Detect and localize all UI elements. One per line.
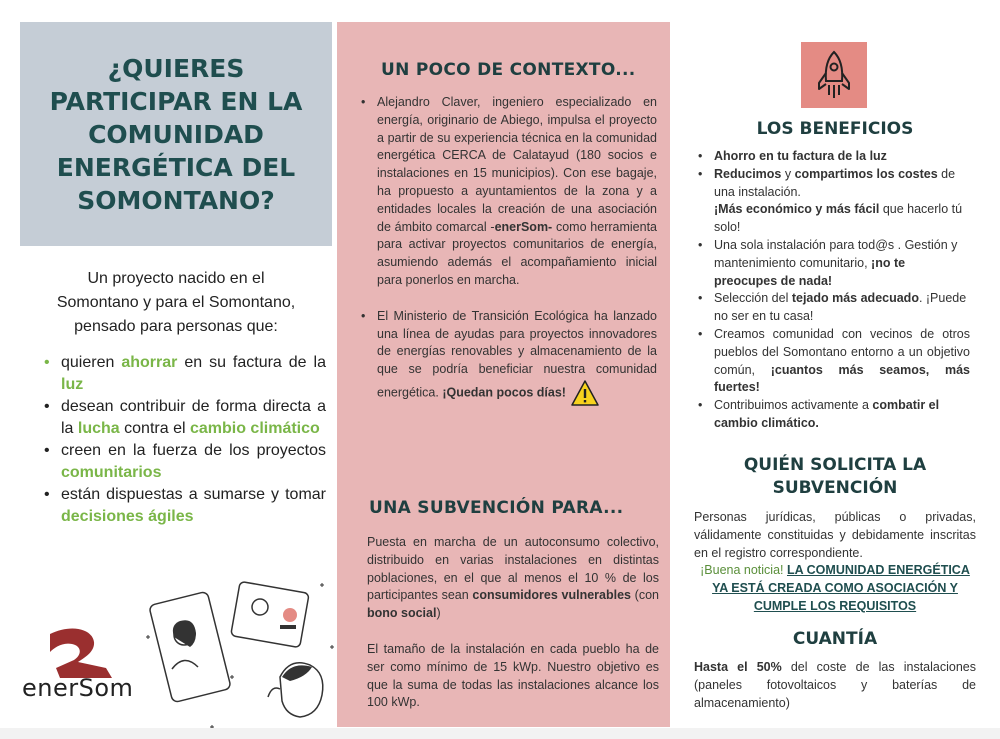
list-item <box>44 440 326 484</box>
context-text: como herramienta para activar proyectos comunitarios de energía, asumiendo además el acompañamiento inicial para ponerlos en marcha. <box>377 219 657 287</box>
intro-line-1: Un proyecto nacido en el <box>87 270 265 287</box>
highlight-text: luz <box>61 376 84 393</box>
highlight-text: comunitarios <box>61 464 162 481</box>
bullet-text: están dispuestas a sumarse y tomar <box>61 486 326 503</box>
list-item <box>698 290 970 326</box>
heading-beneficios: LOS BENEFICIOS <box>756 119 914 139</box>
beneficio-bold: Reducimos <box>714 166 782 181</box>
list-item <box>44 396 326 440</box>
intro-line-2: Somontano y para el Somontano, <box>56 294 296 311</box>
beneficio-text: Contribuimos activamente a <box>714 398 873 413</box>
intro-line-3: pensado para personas que: <box>74 318 278 335</box>
bullet-dot-icon: • <box>361 95 366 109</box>
heading-context: UN POCO DE CONTEXTO... <box>381 60 636 80</box>
highlight-text: ahorrar <box>121 354 178 371</box>
bullet-text: quieren <box>61 354 122 371</box>
context-bold: enerSom- <box>494 219 553 234</box>
list-item <box>359 94 657 290</box>
heading-cuantia: CUANTÍA <box>792 629 878 649</box>
bullet-dot-icon: • <box>698 398 703 413</box>
bullet-text: en su factura de la <box>177 354 326 371</box>
list-item <box>698 148 970 166</box>
intro-text <box>20 267 332 339</box>
rocket-icon <box>813 49 855 101</box>
beneficio-text: . ¡Puede no ser en tu casa! <box>714 291 967 324</box>
heading-subvencion: UNA SUBVENCIÓN PARA... <box>369 498 624 518</box>
beneficios-list <box>698 148 970 433</box>
title-box <box>20 22 332 246</box>
bullet-dot-icon: • <box>698 237 703 252</box>
rocket-box <box>801 42 867 108</box>
beneficio-text: Selección del <box>714 291 792 306</box>
highlight-text: lucha <box>77 420 120 437</box>
beneficio-text: Creamos comunidad con vecinos de otros pueblos del Somontano entorno a un objetivo común, <box>714 326 970 377</box>
list-item <box>698 166 970 237</box>
list-item <box>359 308 657 407</box>
beneficio-bold: ¡Más económico y más fácil <box>714 202 880 217</box>
beneficio-bold: Ahorro en tu factura de la luz <box>714 149 887 163</box>
beneficio-text: que hacerlo tú solo! <box>714 202 963 235</box>
bullet-dot-icon: • <box>44 398 50 415</box>
quien-text: Personas jurídicas, públicas o privadas, válidamente constituidas y debidamente inscritas en el registro correspondiente. <box>694 510 976 560</box>
beneficio-text: Una sola instalación para tod@s . Gestión y mantenimiento comunitario, <box>714 237 958 270</box>
bullet-dot-icon: • <box>698 291 703 306</box>
cuantia-text <box>694 659 976 712</box>
requirements-link[interactable]: LA COMUNIDAD ENERGÉTICA YA ESTÁ CREADA COMO ASOCIACIÓN Y CUMPLE LOS REQUISITOS <box>712 563 970 613</box>
bullet-dot-icon: • <box>698 166 703 181</box>
context-text: Alejandro Claver, ingeniero especializado en energía, originario de Abiego, impulsa el proyecto a partir de su experiencia técnica en la comunidad energética CERCA de Calatayud (180 socios e instalaciones en 15 municipios). Con ese bagaje, ha propuesto a ayuntamientos de la zona y a entidades locales la creación de una asociación de ámbito comarcal - <box>377 95 657 234</box>
context-list <box>359 94 657 407</box>
good-news-text: ¡Buena noticia! <box>700 563 787 577</box>
subvencion-bold: consumidores vulnerables <box>472 588 631 603</box>
bullet-dot-icon: • <box>698 326 703 341</box>
context-text: El Ministerio de Transición Ecológica ha lanzado una línea de ayudas para proyectos innovadores de energías renovables y almacenamiento de la que se podría beneficiar nuestra comunidad energética. <box>377 308 657 400</box>
quien-news <box>694 562 976 615</box>
bullet-dot-icon: • <box>44 354 50 371</box>
subvencion-text: ) <box>436 606 441 621</box>
subvencion-text: Puesta en marcha de un autoconsumo colectivo, distribuido en varias instalaciones en distintas poblaciones, en el que al menos el 10 % de los participantes sean <box>367 535 659 603</box>
people-phone-illustration-icon <box>140 577 340 737</box>
subvencion-text-2: El tamaño de la instalación en cada pueblo ha de ser como mínimo de 15 kWp. Nuestro objetivo es que la suma de todas las instalaciones alcance los 100 kWp. <box>367 642 659 710</box>
audience-list <box>44 352 326 528</box>
beneficio-text: y <box>781 166 795 181</box>
main-title: ¿QUIERES PARTICIPAR EN LA COMUNIDAD ENERGÉTICA DEL SOMONTANO? <box>49 53 303 215</box>
beneficio-bold: ¡no te preocupes de nada! <box>714 255 906 288</box>
cuantia-rest: del coste de las instalaciones (paneles fotovoltaicos y baterías de almacenamiento) <box>694 660 976 710</box>
beneficio-text: de una instalación. <box>714 166 956 199</box>
bullet-dot-icon: • <box>361 308 366 323</box>
list-item <box>698 326 970 397</box>
highlight-text: decisiones ágiles <box>61 508 194 525</box>
heading-quien: QUIÉN SOLICITA LA SUBVENCIÓN <box>743 455 927 498</box>
context-bold: ¡Quedan pocos días! <box>442 385 566 400</box>
middle-column <box>337 22 670 727</box>
beneficio-bold: combatir el cambio climático. <box>714 398 940 430</box>
beneficio-subline <box>698 201 970 237</box>
list-item <box>698 237 970 290</box>
cuantia-bold: Hasta el 50% <box>694 660 782 674</box>
list-item <box>44 484 326 528</box>
left-column <box>20 22 332 727</box>
bullet-dot-icon: • <box>44 486 50 503</box>
right-column <box>690 22 980 727</box>
subvencion-text: (con <box>630 588 659 603</box>
bullet-dot-icon: • <box>698 149 703 163</box>
list-item <box>44 352 326 396</box>
list-item <box>698 397 970 433</box>
bullet-dot-icon: • <box>44 442 50 459</box>
beneficio-bold: tejado más adecuado <box>791 291 919 306</box>
logo-text: enerSom <box>22 674 134 702</box>
bullet-text: creen en la fuerza de los proyectos <box>61 442 326 459</box>
bullet-text: contra el <box>119 420 190 437</box>
subvencion-bold: bono social <box>367 606 437 621</box>
bullet-text: desean contribuir de forma directa a la <box>61 398 326 437</box>
warning-icon <box>570 379 600 407</box>
beneficio-bold: ¡cuantos más seamos, más fuertes! <box>714 362 970 395</box>
subvencion-text-1 <box>367 534 659 623</box>
beneficio-bold: compartimos los costes <box>794 166 938 181</box>
bottom-strip <box>0 728 1000 739</box>
highlight-text: cambio climático <box>189 420 320 437</box>
